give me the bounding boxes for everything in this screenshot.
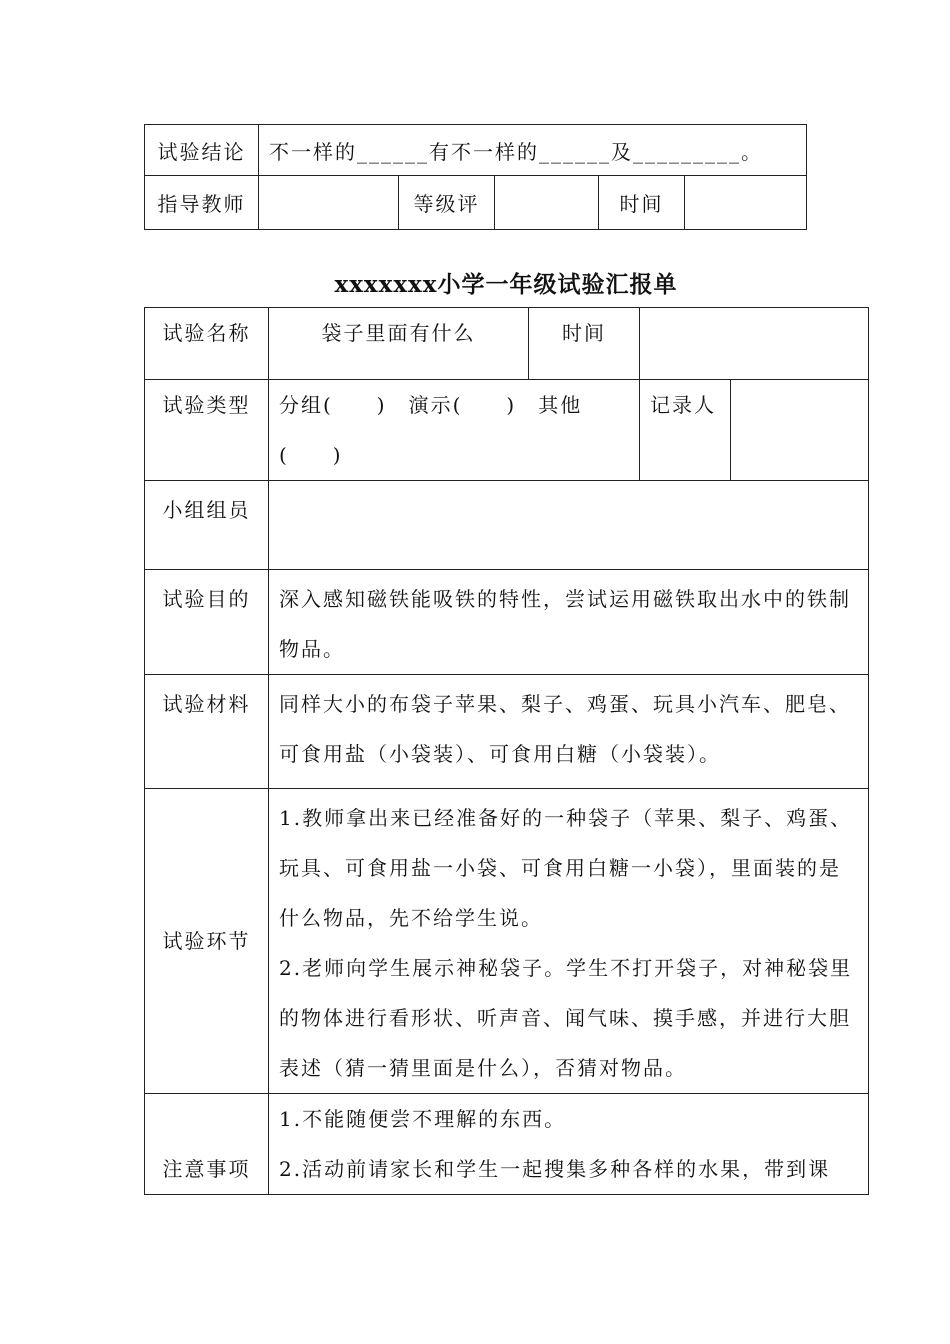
purpose-text: 深入感知磁铁能吸铁的特性，尝试运用磁铁取出水中的铁制物品。 [269, 570, 869, 675]
time-value [640, 308, 869, 380]
experiment-report-table [144, 307, 869, 1195]
recorder-label: 记录人 [640, 380, 731, 481]
grade-value [495, 176, 599, 230]
name-value: 袋子里面有什么 [269, 308, 529, 380]
type-options: 分组( ) 演示( ) 其他( ) [269, 380, 640, 481]
purpose-label: 试验目的 [145, 570, 269, 675]
notes-label: 注意事项 [145, 1094, 269, 1195]
recorder-value [731, 380, 869, 481]
members-value [269, 481, 869, 570]
notes-step-1: 1.不能随便尝不理解的东西。 [279, 1107, 567, 1131]
time-label: 时间 [529, 308, 640, 380]
process-step-2: 2.老师向学生展示神秘袋子。学生不打开袋子，对神秘袋里的物体进行看形状、听声音、闻气味、摸手感，并进行大胆表述（猜一猜里面是什么），否猜对物品。 [279, 956, 853, 1080]
experiment-summary-table [144, 124, 807, 230]
type-label: 试验类型 [145, 380, 269, 481]
notes-step-2: 2.活动前请家长和学生一起搜集多种各样的水果，带到课 [279, 1157, 831, 1181]
grade-label: 等级评 [399, 176, 495, 230]
name-label: 试验名称 [145, 308, 269, 380]
teacher-label: 指导教师 [145, 176, 259, 230]
materials-text: 同样大小的布袋子苹果、梨子、鸡蛋、玩具小汽车、肥皂、可食用盐（小袋装）、可食用白糖（小袋装）。 [269, 675, 869, 789]
members-label: 小组组员 [145, 481, 269, 570]
process-label: 试验环节 [145, 789, 269, 1094]
time-label: 时间 [599, 176, 685, 230]
conclusion-label: 试验结论 [145, 125, 259, 176]
teacher-value [259, 176, 399, 230]
report-title: xxxxxxx小学一年级试验汇报单 [334, 271, 678, 298]
conclusion-text: 不一样的______有不一样的______及_________。 [259, 125, 807, 176]
time-value [685, 176, 807, 230]
materials-label: 试验材料 [145, 675, 269, 789]
process-text [269, 789, 869, 1094]
notes-text [269, 1094, 869, 1195]
process-step-1: 1.教师拿出来已经准备好的一种袋子（苹果、梨子、鸡蛋、玩具、可食用盐一小袋、可食用白糖一小袋），里面装的是什么物品，先不给学生说。 [279, 806, 853, 930]
